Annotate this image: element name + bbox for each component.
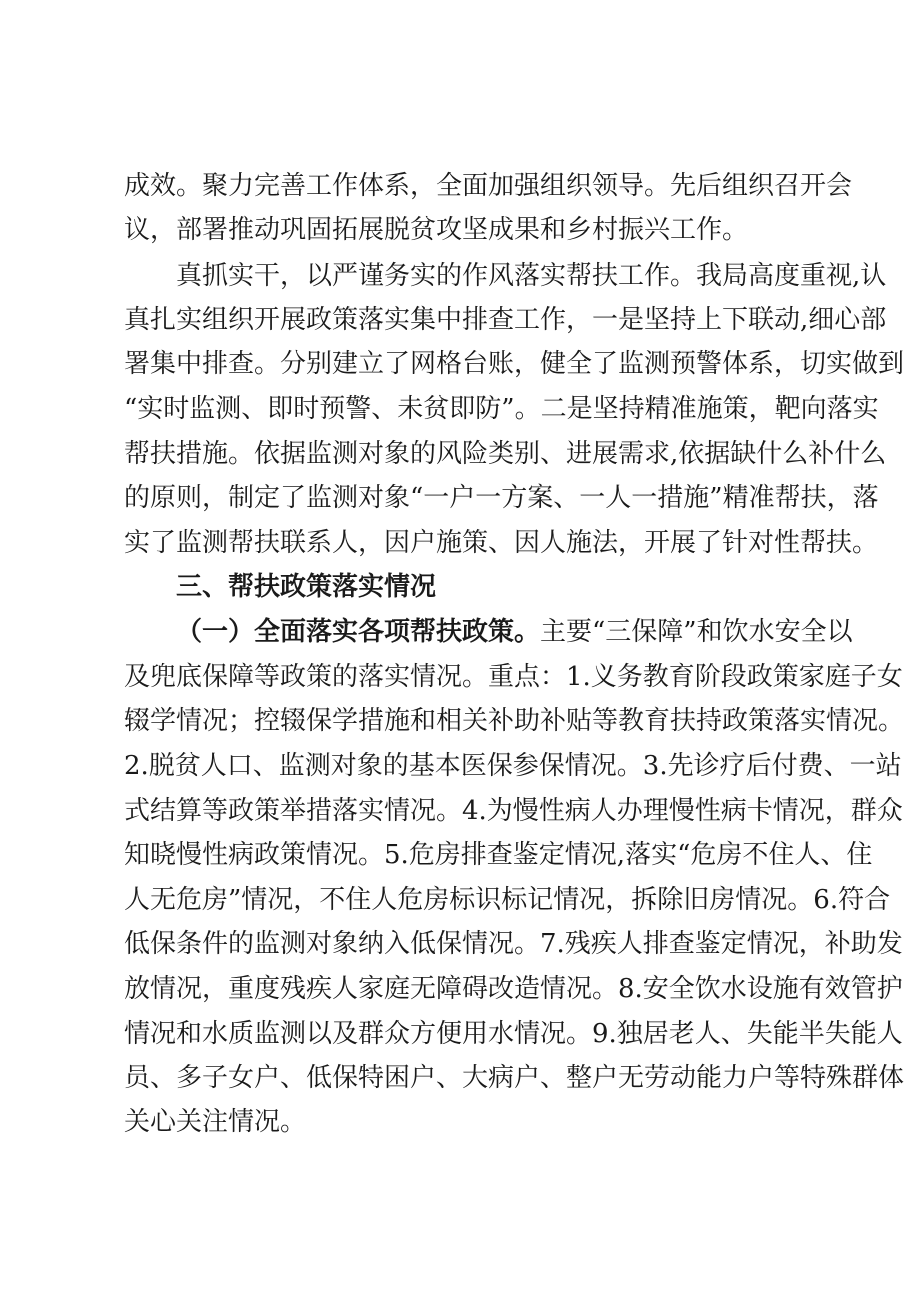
paragraph-line: 人无危房”情况，不住人危房标识标记情况，拆除旧房情况。6.符合 [124, 885, 891, 915]
paragraph-line: 及兜底保障等政策的落实情况。重点：1.义务教育阶段政策家庭子女 [124, 662, 903, 692]
paragraph-text: 主要“三保障”和饮水安全以 [540, 617, 853, 647]
paragraph-line: 的原则，制定了监测对象“一户一方案、一人一措施”精准帮扶，落 [124, 483, 879, 513]
paragraph-line: 署集中排查。分别建立了网格台账，健全了监测预警体系，切实做到 [124, 349, 905, 379]
paragraph-line: 式结算等政策举措落实情况。4.为慢性病人办理慢性病卡情况，群众 [124, 796, 903, 826]
paragraph-line: 关心关注情况。 [124, 1107, 307, 1137]
paragraph-line: 员、多子女户、低保特困户、大病户、整户无劳动能力户等特殊群体 [124, 1063, 905, 1093]
paragraph-line: 帮扶措施。依据监测对象的风险类别、进展需求,依据缺什么补什么 [124, 439, 887, 469]
paragraph-line: 低保条件的监测对象纳入低保情况。7.残疾人排查鉴定情况，补助发 [124, 929, 903, 959]
paragraph-line: 成效。聚力完善工作体系，全面加强组织领导。先后组织召开会 [124, 171, 853, 201]
paragraph-line: 辍学情况；控辍保学措施和相关补助补贴等教育扶持政策落实情况。 [124, 706, 905, 736]
paragraph-line: 知晓慢性病政策情况。5.危房排查鉴定情况,落实“危房不住人、住 [124, 840, 873, 870]
paragraph-line: 议，部署推动巩固拓展脱贫攻坚成果和乡村振兴工作。 [124, 215, 749, 245]
paragraph-line: 真扎实组织开展政策落实集中排查工作，一是坚持上下联动,细心部 [124, 305, 887, 335]
paragraph-line: 放情况，重度残疾人家庭无障碍改造情况。8.安全饮水设施有效管护 [124, 974, 903, 1004]
paragraph-line [176, 610, 853, 654]
paragraph-line: 实了监测帮扶联系人，因户施策、因人施法，开展了针对性帮扶。 [124, 528, 879, 558]
paragraph-line: 真抓实干，以严谨务实的作风落实帮扶工作。我局高度重视,认 [176, 261, 887, 291]
subsection-heading: （一）全面落实各项帮扶政策。 [176, 617, 541, 647]
paragraph-line: “实时监测、即时预警、未贫即防”。二是坚持精准施策，靶向落实 [124, 394, 879, 424]
paragraph-line: 情况和水质监测以及群众方便用水情况。9.独居老人、失能半失能人 [124, 1019, 903, 1049]
section-heading: 三、帮扶政策落实情况 [176, 572, 437, 602]
paragraph-line: 2.脱贫人口、监测对象的基本医保参保情况。3.先诊疗后付费、一站 [124, 751, 902, 781]
